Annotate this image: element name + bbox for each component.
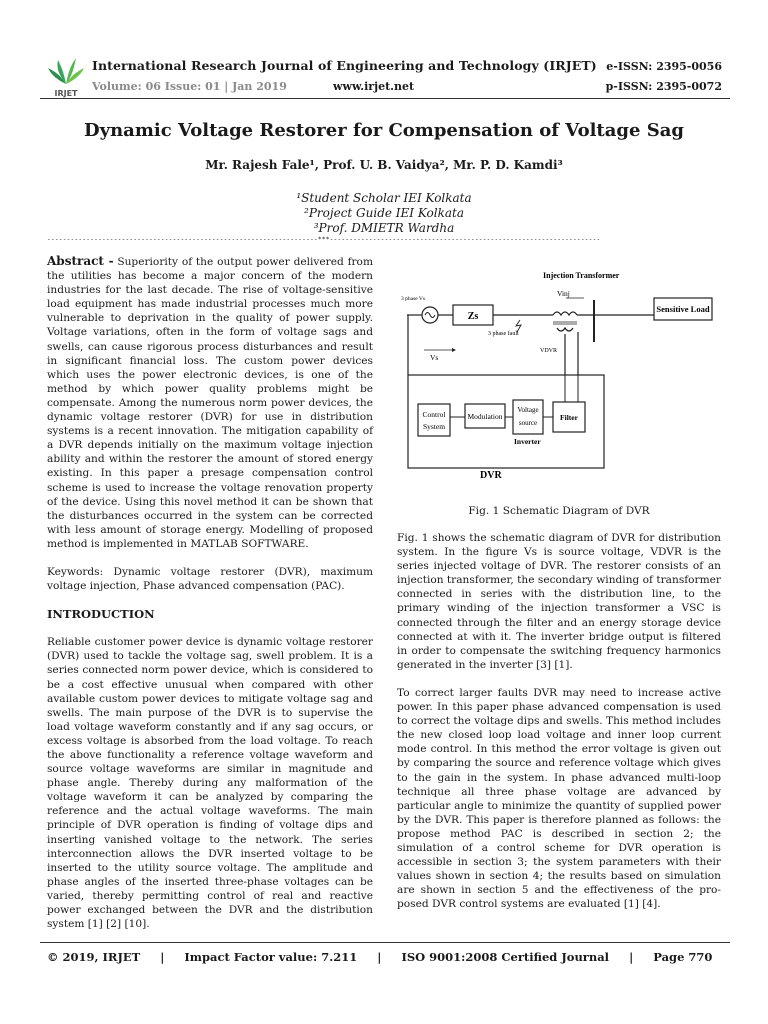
- svg-text:DVR: DVR: [480, 470, 502, 481]
- svg-text:Voltage: Voltage: [517, 406, 539, 414]
- right-column: [397, 531, 721, 925]
- keywords: Keywords: Dynamic voltage restorer (DVR), maximum voltage injection, Phase advanced compensation (PAC).: [47, 565, 373, 593]
- irjet-logo: [46, 54, 86, 98]
- journal-name: International Research Journal of Engineering and Technology (IRJET): [92, 58, 597, 73]
- svg-text:3 phase fault: 3 phase fault: [488, 331, 519, 337]
- transformer-secondary: [553, 312, 577, 315]
- svg-text:Sensitive Load: Sensitive Load: [656, 304, 710, 314]
- footer-page: Page 770: [653, 950, 713, 964]
- right-paragraph-2: To correct larger faults DVR may need to increase active power. In this paper phase advanced compensation is used to correct the voltage dips and swells. This method includes the new closed loop load voltage and inner loop current mode control. In this method the error voltage is given out by comparing the source and reference voltage which gives to the gain in the system. In phase advanced multi-loop technique all three phase voltage are advanced by particular angle to minimize the quantity of supplied power by the DVR. This paper is therefore planned as follows: the propose method PAC is described in section 2; the simulation of a control scheme for DVR operation is accessible in section 3; the system parameters with their values shown in section 4; the results based on simulation are shown in section 5 and the effectiveness of the pro-posed DVR control systems are evaluated [1] [4].: [397, 686, 721, 911]
- svg-text:3 phase Vs: 3 phase Vs: [401, 296, 426, 302]
- section-separator: ---------------------------------------------------------------------***---------------------------------------------------------------------: [47, 236, 601, 243]
- footer-copyright: © 2019, IRJET: [47, 950, 141, 964]
- svg-text:Modulation: Modulation: [467, 412, 503, 421]
- figure-caption: Fig. 1 Schematic Diagram of DVR: [468, 505, 650, 517]
- svg-text:Vinj: Vinj: [557, 289, 570, 298]
- volume-issue: Volume: 06 Issue: 01 | Jan 2019: [92, 80, 287, 93]
- svg-text:Filter: Filter: [560, 413, 578, 422]
- header-rule: [40, 98, 730, 99]
- affiliation-1: ¹Student Scholar IEI Kolkata: [296, 191, 472, 205]
- control-system-block: [418, 404, 450, 436]
- svg-text:Zs: Zs: [467, 311, 479, 322]
- journal-header: [40, 46, 730, 96]
- svg-text:System: System: [422, 422, 446, 431]
- svg-text:Injection Transformer: Injection Transformer: [543, 271, 620, 280]
- svg-text:IRJET: IRJET: [54, 89, 78, 98]
- page-footer: © 2019, IRJET | Impact Factor value: 7.211 | ISO 9001:2008 Certified Journal | Page 770: [47, 950, 713, 964]
- footer-rule: [40, 942, 730, 943]
- svg-text:Control: Control: [422, 410, 446, 419]
- transformer-primary: [557, 328, 573, 331]
- paper-title: Dynamic Voltage Restorer for Compensation of Voltage Sag: [84, 120, 684, 141]
- footer-iso: ISO 9001:2008 Certified Journal: [401, 950, 610, 964]
- e-issn: e-ISSN: 2395-0056: [606, 60, 722, 73]
- right-paragraph-1: Fig. 1 shows the schematic diagram of DVR for distribution system. In the figure Vs is source voltage, VDVR is the series injected voltage of DVR. The restorer consists of an injection transformer, the secondary winding of transformer connected in series with the distribution line, to the primary winding of the injection transformer a VSC is connected through the filter and an energy storage device connected at with it. The inverter bridge output is filtered in order to compensate the switching frequency harmonics generated in the inverter [3] [1].: [397, 532, 721, 671]
- abstract: [47, 254, 373, 551]
- svg-text:source: source: [518, 419, 538, 427]
- abstract-text: Superiority of the output power delivered from the utilities has become a major concern of the modern industries for the last decade. The rise of voltage-sensitive load equipment has made industrial processes much more vulnerable to deprivation in the quality of power supply. Voltage variations, often in the form of voltage sags and swells, can cause rigorous process disturbances and result in significant financial loss. The custom power devices which uses the power electronic devices, is one of the method by which power quality problems might be compensate. Among the numerous norm power devices, the dynamic voltage restorer (DVR) for use in distribution systems is a recent innovation. The mitigation capability of a DVR depends initially on the maximum voltage injection ability and within the restorer the amount of stored energy existing. In this paper a presage compensation control scheme is used to increase the voltage renovation property of the device. Using this novel method it can be shown that the disturbances occurred in the system can be corrected with less amount of storage energy. Modelling of proposed method is implemented in MATLAB SOFTWARE.: [47, 256, 373, 550]
- introduction-text: Reliable customer power device is dynamic voltage restorer (DVR) used to tackle the voltage sag, swell problem. It is a series connected norm power device, which is considered to be a cost effective unusual when compared with other available custom power devices to mitigate voltage sag and swells. The main purpose of the DVR is to supervise the load voltage waveform constantly and if any sag occurs, or excess voltage is absorbed from the load voltage. To reach the above functionality a reference voltage waveform and source voltage waveforms are similar in magnitude and phase angle. Thereby during any malformation of the voltage waveform it can be analyzed by comparing the reference and the actual voltage waveforms. The main principle of DVR operation is finding of voltage dips and inserting vanished voltage to the network. The series interconnection allows the DVR inserted voltage to be inserted to the utility source voltage. The amplitude and phase angles of the inserted three-phase voltages can be varied, thereby permitting control of real and reactive power exchanged between the DVR and the distribution system [1] [2] [10].: [47, 636, 373, 931]
- svg-text:VDVR: VDVR: [540, 348, 558, 354]
- journal-website[interactable]: www.irjet.net: [333, 80, 415, 93]
- paper-authors: Mr. Rajesh Fale¹, Prof. U. B. Vaidya², Mr. P. D. Kamdi³: [205, 158, 563, 172]
- affiliation-2: ²Project Guide IEI Kolkata: [304, 206, 464, 220]
- svg-text:Inverter: Inverter: [514, 437, 541, 446]
- svg-text:Vs: Vs: [430, 353, 439, 362]
- affiliation-3: ³Prof. DMIETR Wardha: [313, 221, 455, 235]
- left-column: [47, 254, 373, 945]
- abstract-heading: Abstract -: [47, 254, 114, 268]
- dvr-schematic-figure: [400, 262, 722, 484]
- p-issn: p-ISSN: 2395-0072: [605, 80, 722, 93]
- footer-impact: Impact Factor value: 7.211: [184, 950, 358, 964]
- introduction-heading: INTRODUCTION: [47, 607, 155, 622]
